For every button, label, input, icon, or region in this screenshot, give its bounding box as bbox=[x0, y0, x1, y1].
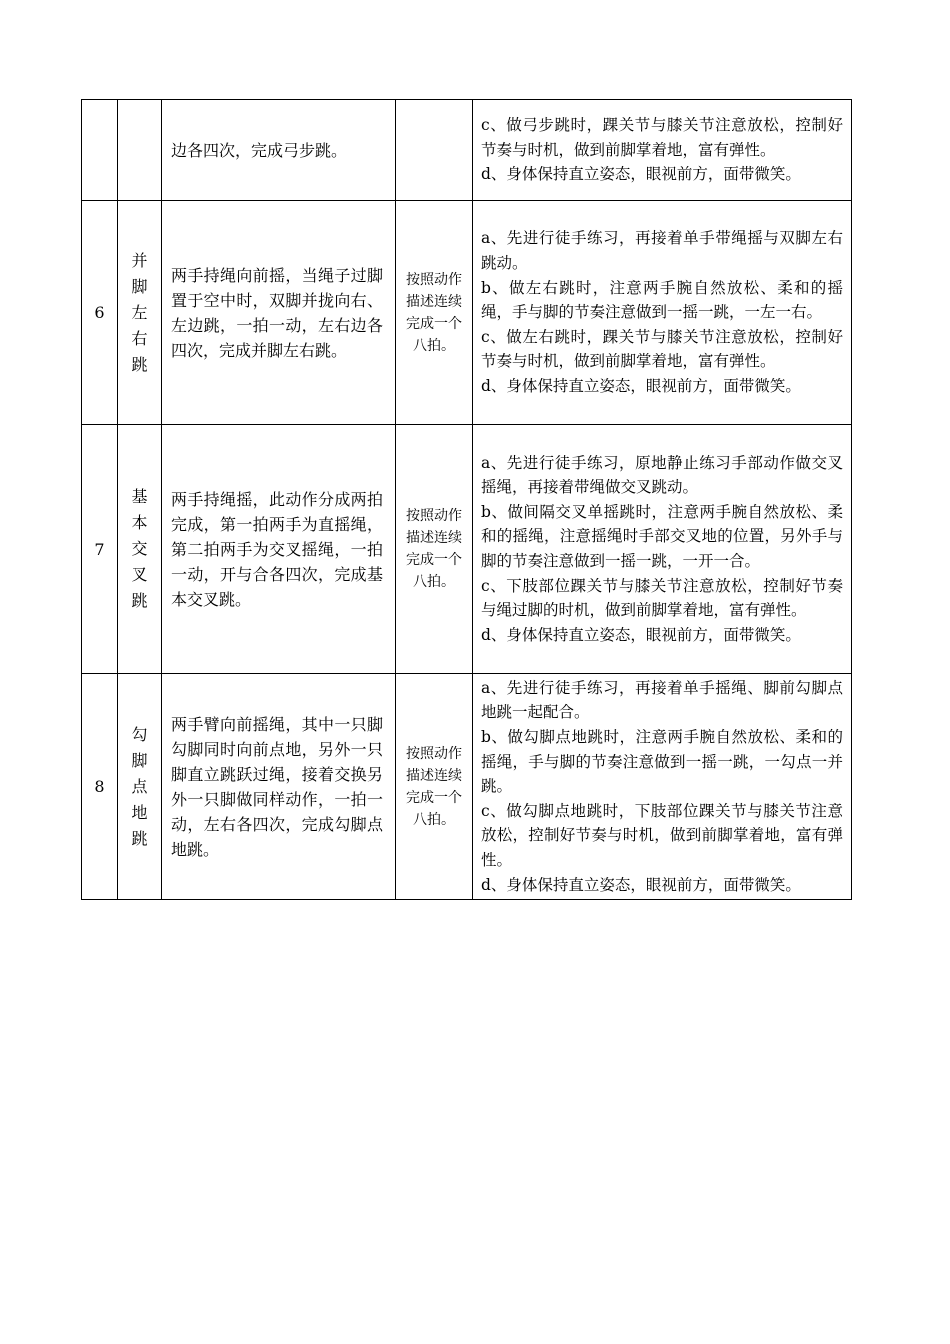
beat-cell bbox=[396, 100, 473, 201]
exercise-name-char: 跳 bbox=[131, 591, 148, 610]
action-description-text: 两手臂向前摇绳，其中一只脚勾脚同时向前点地，另外一只脚直立跳跃过绳，接着交换另外一只脚做同样动作，一拍一动，左右各四次，完成勾脚点地跳。 bbox=[171, 714, 383, 859]
exercise-name bbox=[118, 674, 162, 900]
requirement-item: c、做弓步跳时，踝关节与膝关节注意放松，控制好节奏与时机，做到前脚掌着地，富有弹性。 bbox=[481, 116, 843, 159]
exercise-name-char: 叉 bbox=[131, 565, 148, 584]
table-row bbox=[82, 201, 852, 425]
requirement-item: c、下肢部位踝关节与膝关节注意放松，控制好节奏与绳过脚的时机，做到前脚掌着地，富有弹性。 bbox=[481, 576, 843, 620]
requirements-cell bbox=[473, 674, 852, 900]
row-number: 8 bbox=[82, 674, 118, 900]
exercise-name bbox=[118, 201, 162, 425]
requirement-item: a、先进行徒手练习，再接着单手带绳摇与双脚左右跳动。 bbox=[481, 229, 843, 273]
beat-text: 按照动作描述连续完成一个八拍。 bbox=[406, 271, 462, 354]
requirement-item: c、做左右跳时，踝关节与膝关节注意放松，控制好节奏与时机，做到前脚掌着地，富有弹性。 bbox=[481, 327, 843, 371]
beat-cell bbox=[396, 674, 473, 900]
exercise-name-char: 本 bbox=[131, 513, 148, 532]
exercise-name-char: 脚 bbox=[131, 750, 148, 770]
exercise-name-char: 勾 bbox=[131, 724, 148, 744]
action-description-text: 两手持绳向前摇，当绳子过脚置于空中时，双脚并拢向右、左边跳，一拍一动，左右边各四次，完成并脚左右跳。 bbox=[171, 265, 383, 360]
exercise-name-char: 地 bbox=[131, 802, 148, 822]
requirement-item: d、身体保持直立姿态，眼视前方，面带微笑。 bbox=[481, 875, 801, 894]
exercise-name bbox=[118, 425, 162, 674]
row-number bbox=[82, 100, 118, 201]
table-row bbox=[82, 100, 852, 201]
table-row bbox=[82, 674, 852, 900]
requirement-item: d、身体保持直立姿态，眼视前方，面带微笑。 bbox=[481, 376, 801, 395]
action-description-text: 两手持绳摇，此动作分成两拍完成，第一拍两手为直摇绳，第二拍两手为交叉摇绳，一拍一动，开与合各四次，完成基本交叉跳。 bbox=[171, 489, 383, 609]
beat-cell bbox=[396, 425, 473, 674]
action-description bbox=[162, 674, 396, 900]
action-description bbox=[162, 425, 396, 674]
requirements-cell bbox=[473, 100, 852, 201]
requirements-cell bbox=[473, 201, 852, 425]
requirement-item: b、做间隔交叉单摇跳时，注意两手腕自然放松、柔和的摇绳，注意摇绳时手部交叉地的位置，另外手与脚的节奏注意做到一摇一跳，一开一合。 bbox=[481, 502, 843, 570]
exercise-name-char: 点 bbox=[131, 776, 148, 796]
requirement-item: c、做勾脚点地跳时，下肢部位踝关节与膝关节注意放松，控制好节奏与时机，做到前脚掌着地，富有弹性。 bbox=[481, 801, 843, 869]
requirement-item: d、身体保持直立姿态，眼视前方，面带微笑。 bbox=[481, 625, 801, 644]
exercise-name-char: 基 bbox=[131, 487, 148, 506]
requirement-item: a、先进行徒手练习，再接着单手摇绳、脚前勾脚点地跳一起配合。 bbox=[481, 678, 843, 722]
exercise-table bbox=[81, 99, 852, 900]
exercise-name-char: 并 bbox=[131, 250, 148, 270]
table-row bbox=[82, 425, 852, 674]
requirement-item: b、做左右跳时，注意两手腕自然放松、柔和的摇绳，手与脚的节奏注意做到一摇一跳，一左一右。 bbox=[481, 278, 843, 322]
exercise-name-char: 跳 bbox=[131, 354, 148, 374]
beat-text: 按照动作描述连续完成一个八拍。 bbox=[406, 508, 462, 590]
requirement-item: b、做勾脚点地跳时，注意两手腕自然放松、柔和的摇绳，手与脚的节奏注意做到一摇一跳，一勾点一并跳。 bbox=[481, 728, 843, 796]
row-number: 7 bbox=[82, 425, 118, 674]
exercise-name-char: 交 bbox=[131, 539, 148, 558]
requirement-item: d、身体保持直立姿态，眼视前方，面带微笑。 bbox=[481, 165, 801, 184]
action-description bbox=[162, 201, 396, 425]
requirement-item: a、先进行徒手练习，原地静止练习手部动作做交叉摇绳，再接着带绳做交叉跳动。 bbox=[481, 453, 843, 497]
beat-cell bbox=[396, 201, 473, 425]
requirements-cell bbox=[473, 425, 852, 674]
row-number: 6 bbox=[82, 201, 118, 425]
exercise-name bbox=[118, 100, 162, 201]
exercise-name-char: 脚 bbox=[131, 276, 148, 296]
beat-text: 按照动作描述连续完成一个八拍。 bbox=[406, 745, 462, 828]
exercise-name-char: 左 bbox=[131, 302, 148, 322]
action-description-text: 边各四次，完成弓步跳。 bbox=[171, 140, 348, 160]
exercise-name-char: 跳 bbox=[131, 828, 148, 848]
action-description bbox=[162, 100, 396, 201]
exercise-name-char: 右 bbox=[131, 328, 148, 348]
